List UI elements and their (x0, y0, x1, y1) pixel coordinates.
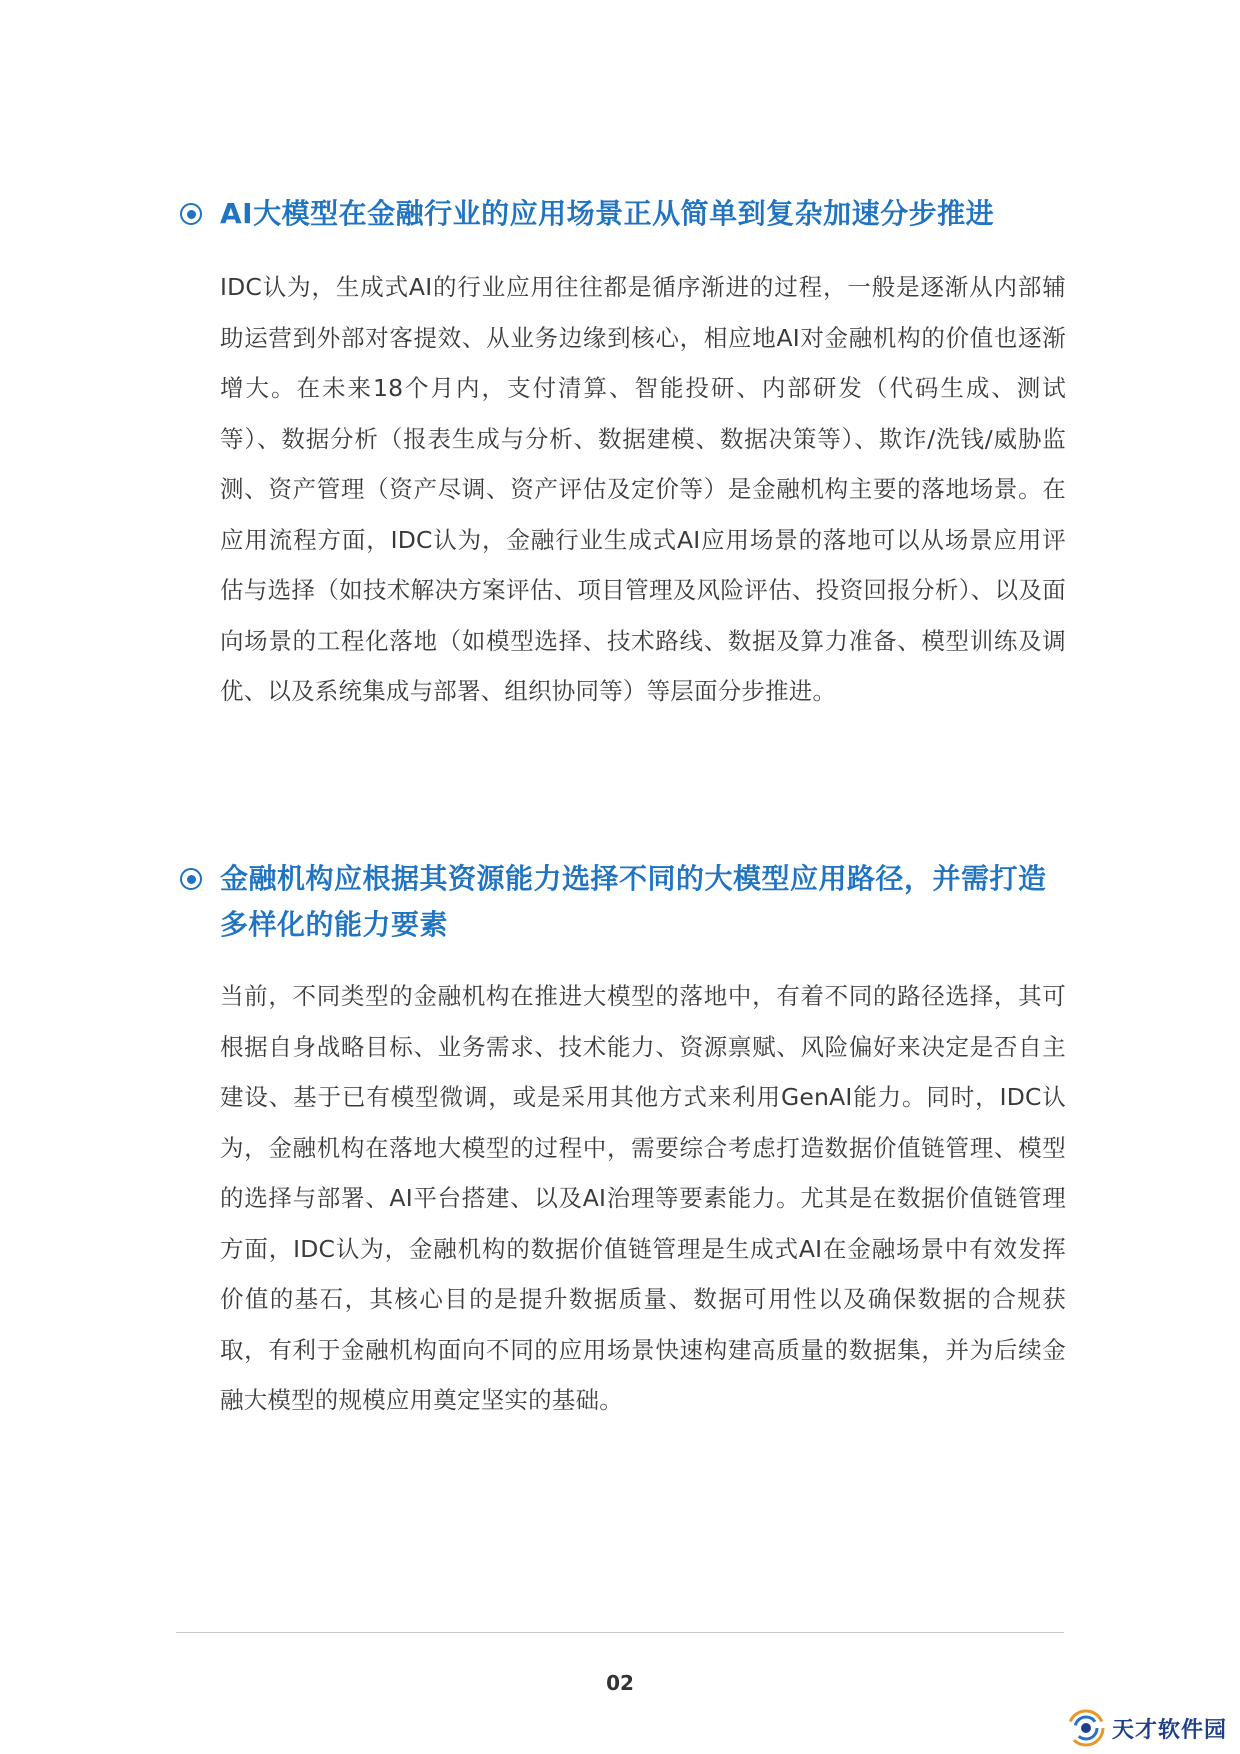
page-number: 02 (606, 1671, 634, 1695)
bullet-icon (180, 203, 202, 225)
swirl-logo-icon (1066, 1708, 1106, 1748)
watermark (1066, 1706, 1227, 1750)
section-1-body: IDC认为，生成式AI的行业应用往往都是循序渐进的过程，一般是逐渐从内部辅助运营到外部对客提效、从业务边缘到核心，相应地AI对金融机构的价值也逐渐增大。在未来18个月内，支付清算、智能投研、内部研发（代码生成、测试等）、数据分析（报表生成与分析、数据建模、数据决策等）、欺诈/洗钱/威胁监测、资产管理（资产尽调、资产评估及定价等）是金融机构主要的落地场景。在应用流程方面，IDC认为，金融行业生成式AI应用场景的落地可以从场景应用评估与选择（如技术解决方案评估、项目管理及风险评估、投资回报分析）、以及面向场景的工程化落地（如模型选择、技术路线、数据及算力准备、模型训练及调优、以及系统集成与部署、组织协同等）等层面分步推进。 (220, 273, 1066, 705)
section-1-heading: AI大模型在金融行业的应用场景正从简单到复杂加速分步推进 (220, 197, 995, 230)
watermark-text: 天才软件园 (1112, 1717, 1228, 1743)
footer-divider (176, 1632, 1064, 1633)
section-2-heading: 金融机构应根据其资源能力选择不同的大模型应用路径，并需打造多样化的能力要素 (220, 862, 1047, 941)
bullet-icon (180, 868, 202, 890)
section-2-body: 当前，不同类型的金融机构在推进大模型的落地中，有着不同的路径选择，其可根据自身战略目标、业务需求、技术能力、资源禀赋、风险偏好来决定是否自主建设、基于已有模型微调，或是采用其他方式来利用GenAI能力。同时，IDC认为，金融机构在落地大模型的过程中，需要综合考虑打造数据价值链管理、模型的选择与部署、AI平台搭建、以及AI治理等要素能力。尤其是在数据价值链管理方面，IDC认为，金融机构的数据价值链管理是生成式AI在金融场景中有效发挥价值的基石，其核心目的是提升数据质量、数据可用性以及确保数据的合规获取，有利于金融机构面向不同的应用场景快速构建高质量的数据集，并为后续金融大模型的规模应用奠定坚实的基础。 (220, 982, 1066, 1414)
